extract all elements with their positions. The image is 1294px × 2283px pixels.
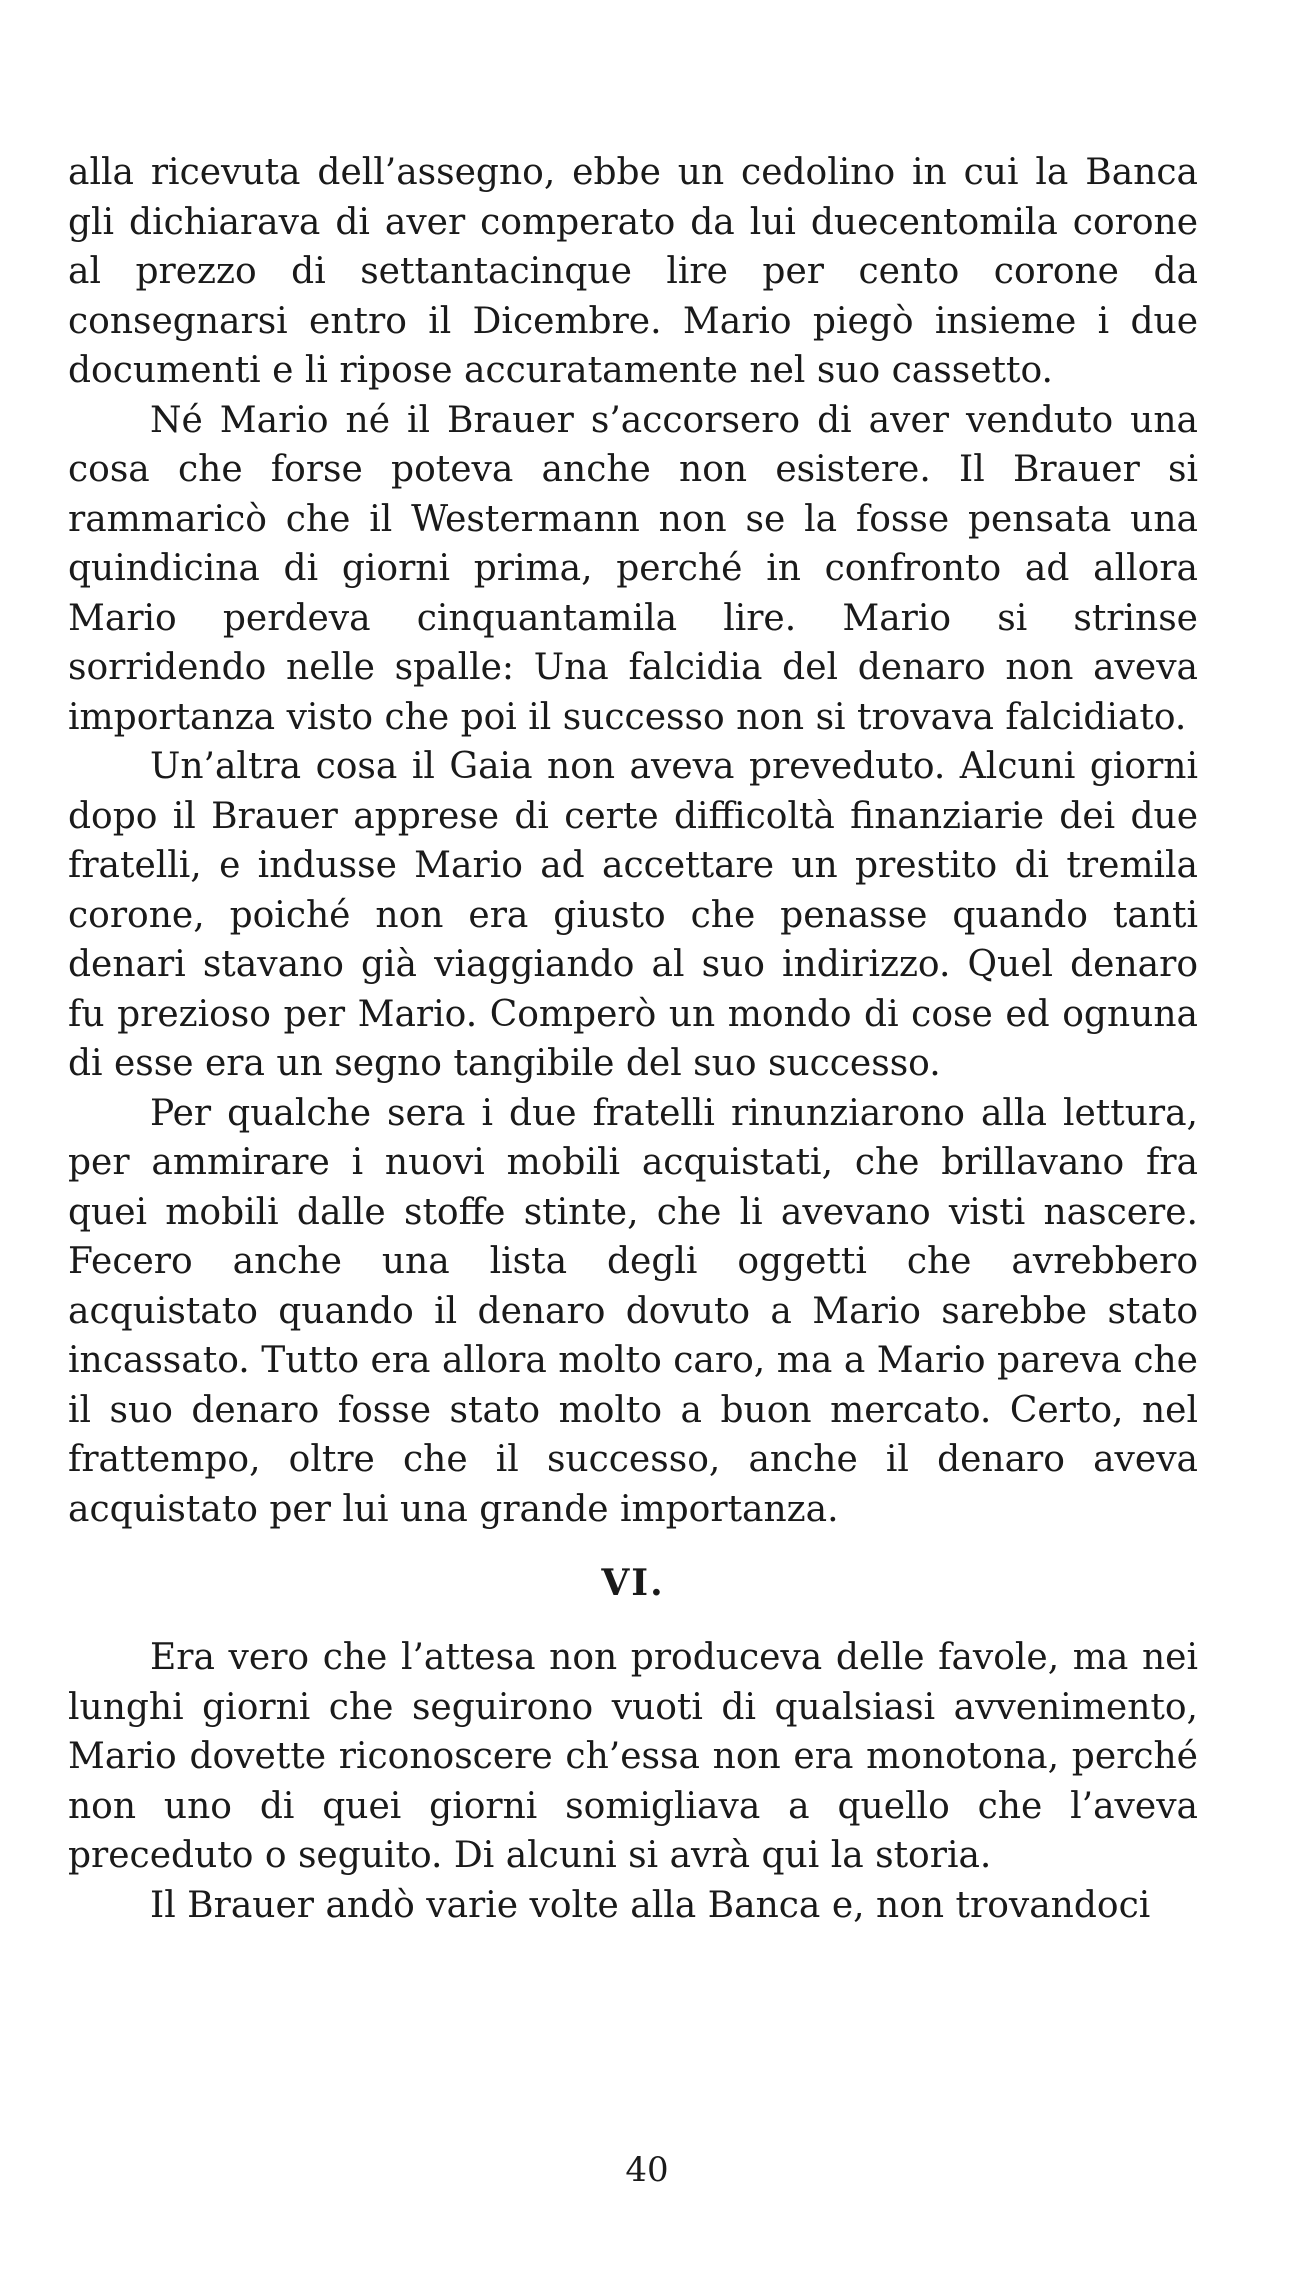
paragraph: Era vero che l’attesa non produceva delle favole, ma nei lunghi giorni che seguirono vuoti di qualsiasi avvenimento, Mario dovette riconoscere ch’essa non era monotona, perché non uno di quei giorni somigliava a quello che l’aveva preceduto o seguito. Di alcuni si avrà qui la storia. bbox=[68, 1637, 1198, 1876]
page-body-text bbox=[68, 148, 1198, 1930]
paragraph-continuation: alla ricevuta dell’assegno, ebbe un cedolino in cui la Banca gli dichiarava di aver comperato da lui duecentomila corone al prezzo di settantacinque lire per cento corone da consegnarsi entro il Dicembre. Mario piegò insieme i due documenti e li ripose accuratamente nel suo cassetto. bbox=[68, 152, 1198, 391]
paragraph: Per qualche sera i due fratelli rinunziarono alla lettura, per ammirare i nuovi mobili acquistati, che brillavano fra quei mobili dalle stoffe stinte, che li avevano visti nascere. Fecero anche una lista degli oggetti che avrebbero acquistato quando il denaro dovuto a Mario sarebbe stato incassato. Tutto era allora molto caro, ma a Mario pareva che il suo denaro fosse stato molto a buon mercato. Certo, nel frattempo, oltre che il successo, anche il denaro aveva acquistato per lui una grande importanza. bbox=[68, 1092, 1198, 1530]
paragraph: Un’altra cosa il Gaia non aveva preveduto. Alcuni giorni dopo il Brauer apprese di certe difficoltà finanziarie dei due fratelli, e indusse Mario ad accettare un prestito di tremila corone, poiché non era giusto che penasse quando tanti denari stavano già viaggiando al suo indirizzo. Quel denaro fu prezioso per Mario. Comperò un mondo di cose ed ognuna di esse era un segno tangibile del suo successo. bbox=[68, 746, 1198, 1084]
paragraph: Il Brauer andò varie volte alla Banca e, non trovandoci bbox=[150, 1884, 1151, 1926]
chapter-heading: VI. bbox=[601, 1562, 665, 1604]
paragraph: Né Mario né il Brauer s’accorsero di aver venduto una cosa che forse poteva anche non esistere. Il Brauer si rammaricò che il Westermann non se la fosse pensata una quindicina di giorni prima, perché in confronto ad allora Mario perdeva cinquantamila lire. Mario si strinse sorridendo nelle spalle: Una falcidia del denaro non aveva importanza visto che poi il successo non si trovava falcidiato. bbox=[68, 399, 1198, 738]
page-number: 40 bbox=[625, 2150, 669, 2190]
